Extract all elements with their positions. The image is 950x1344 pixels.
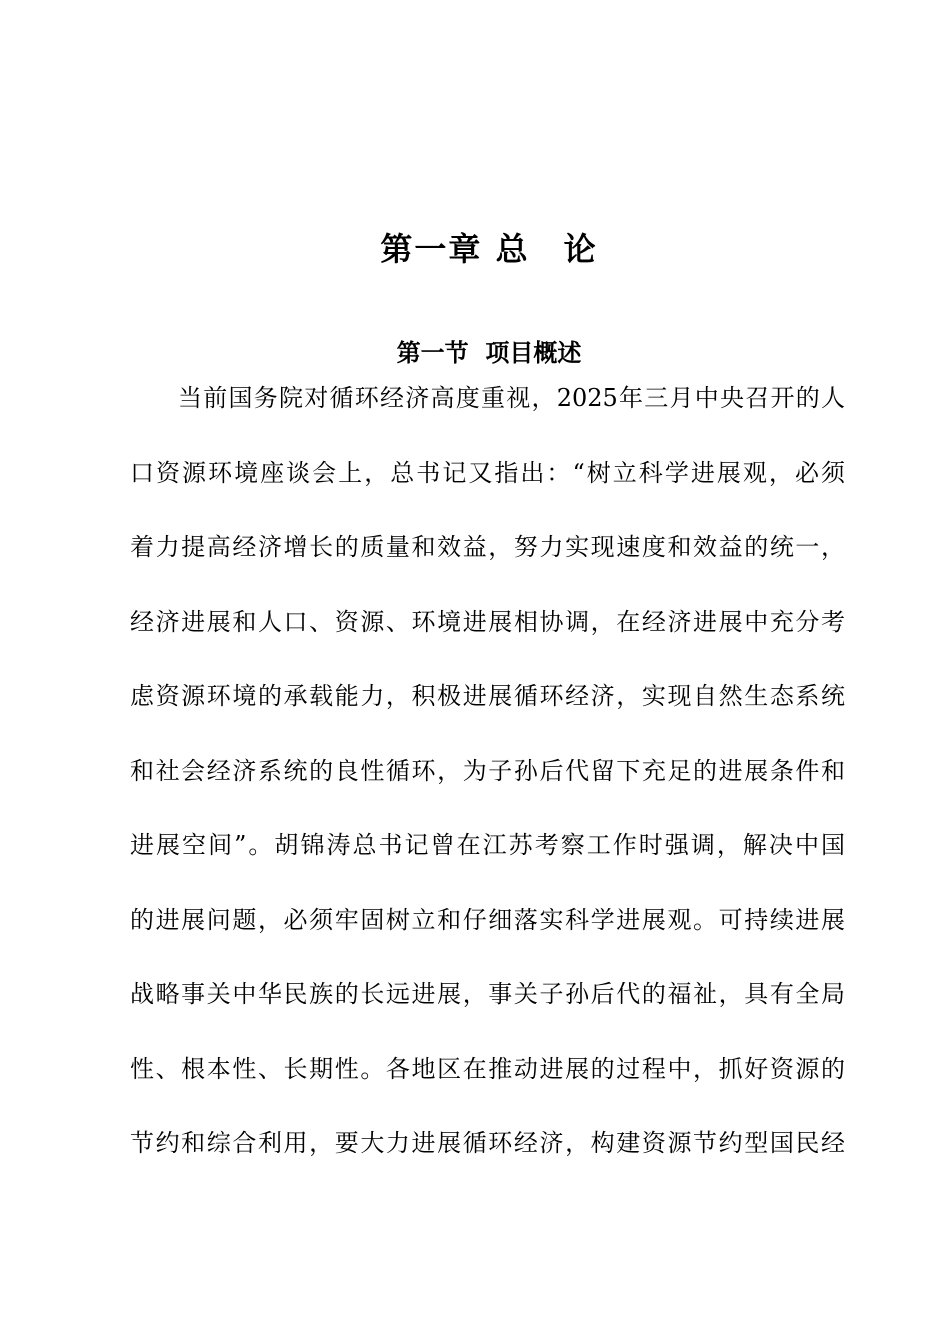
body-line: 的进展问题，必须牢固树立和仔细落实科学进展观。可持续进展 bbox=[130, 906, 845, 934]
section-title: 第一节 项目概述 bbox=[396, 339, 582, 367]
body-line: 进展空间”。胡锦涛总书记曾在江苏考察工作时强调，解决中国 bbox=[130, 831, 845, 859]
body-line: 经济进展和人口、资源、环境进展相协调，在经济进展中充分考 bbox=[130, 608, 845, 636]
body-line: 和社会经济系统的良性循环，为子孙后代留下充足的进展条件和 bbox=[130, 757, 845, 785]
body-line: 性、根本性、长期性。各地区在推动进展的过程中，抓好资源的 bbox=[130, 1055, 845, 1083]
body-line: 节约和综合利用，要大力进展循环经济，构建资源节约型国民经 bbox=[130, 1129, 845, 1157]
body-line: 虑资源环境的承载能力，积极进展循环经济，实现自然生态系统 bbox=[130, 682, 845, 710]
body-line: 口资源环境座谈会上，总书记又指出：“树立科学进展观，必须 bbox=[130, 459, 845, 487]
body-line: 战略事关中华民族的长远进展，事关子孙后代的福祉，具有全局 bbox=[130, 980, 845, 1008]
chapter-title: 第一章 总 论 bbox=[380, 230, 598, 268]
body-line: 着力提高经济增长的质量和效益，努力实现速度和效益的统一， bbox=[130, 533, 845, 561]
body-line: 当前国务院对循环经济高度重视，2025年三月中央召开的人 bbox=[178, 384, 845, 412]
